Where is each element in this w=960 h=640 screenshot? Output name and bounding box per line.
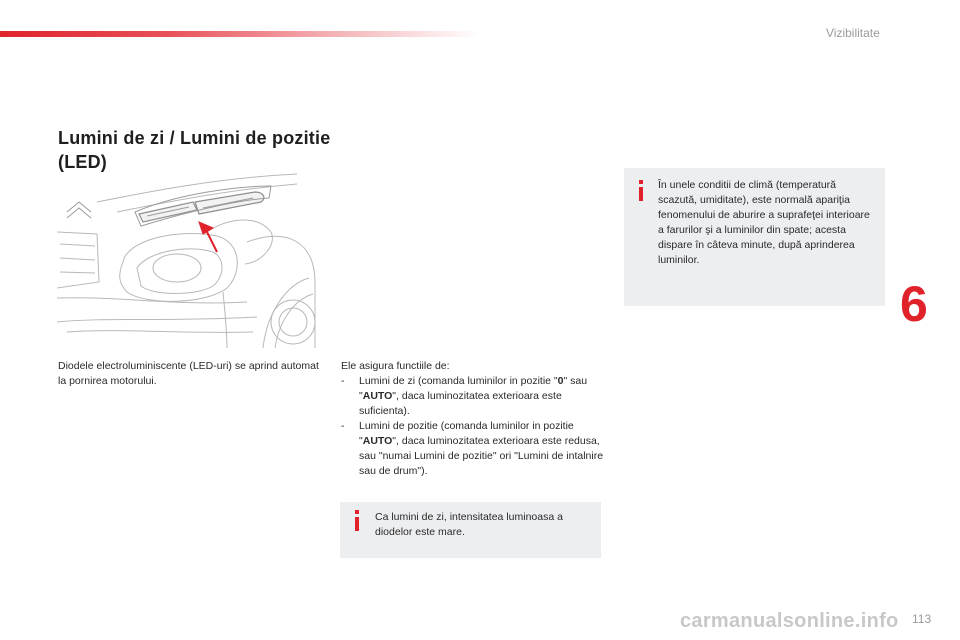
- intro-paragraph: Diodele electroluminiscente (LED-uri) se aprind automat la pornirea motorului.: [58, 360, 319, 387]
- page-title: [58, 126, 378, 174]
- header-accent-bar: [0, 31, 480, 37]
- watermark: carmanualsonline.info: [680, 610, 899, 632]
- list-item: [341, 419, 611, 479]
- info-box-text: Ca lumini de zi, intensitatea luminoasa a diodelor este mare.: [375, 511, 563, 538]
- info-icon: [634, 180, 648, 202]
- page-title-line-1: Lumini de zi / Lumini de pozitie: [58, 128, 331, 148]
- section-title: Vizibilitate: [826, 26, 880, 40]
- list-item: [341, 374, 611, 419]
- list-bullet: -: [341, 420, 345, 432]
- info-icon: [350, 510, 364, 532]
- info-box-condensation: [624, 168, 885, 306]
- list-item-text: Lumini de pozitie (comanda luminilor in pozitie "AUTO", daca luminozitatea exterioara este redusa, sau "numai Lumini de pozitie" ori "Lumini de intalnire sau de drum").: [359, 420, 604, 477]
- info-box-text: În unele conditii de climă (temperatură scazută, umiditate), este normală apariţia fenomenului de aburire a suprafeţei interioare a farurilor şi a luminilor din spate; acesta dispare în câteva minute, după aprinderea luminilor.: [658, 179, 870, 266]
- info-box-intensity: [340, 502, 601, 558]
- page-title-line-2: (LED): [58, 152, 107, 172]
- car-front-led-illustration: [57, 172, 318, 348]
- functions-lead: Ele asigura functiile de:: [341, 360, 450, 372]
- chapter-number: 6: [900, 276, 928, 332]
- list-item-text: Lumini de zi (comanda luminilor in pozitie "0" sau "AUTO", daca luminozitatea exterioara este suficienta).: [359, 375, 588, 417]
- list-bullet: -: [341, 375, 345, 387]
- page-number: 113: [912, 612, 932, 626]
- functions-list: [341, 359, 611, 479]
